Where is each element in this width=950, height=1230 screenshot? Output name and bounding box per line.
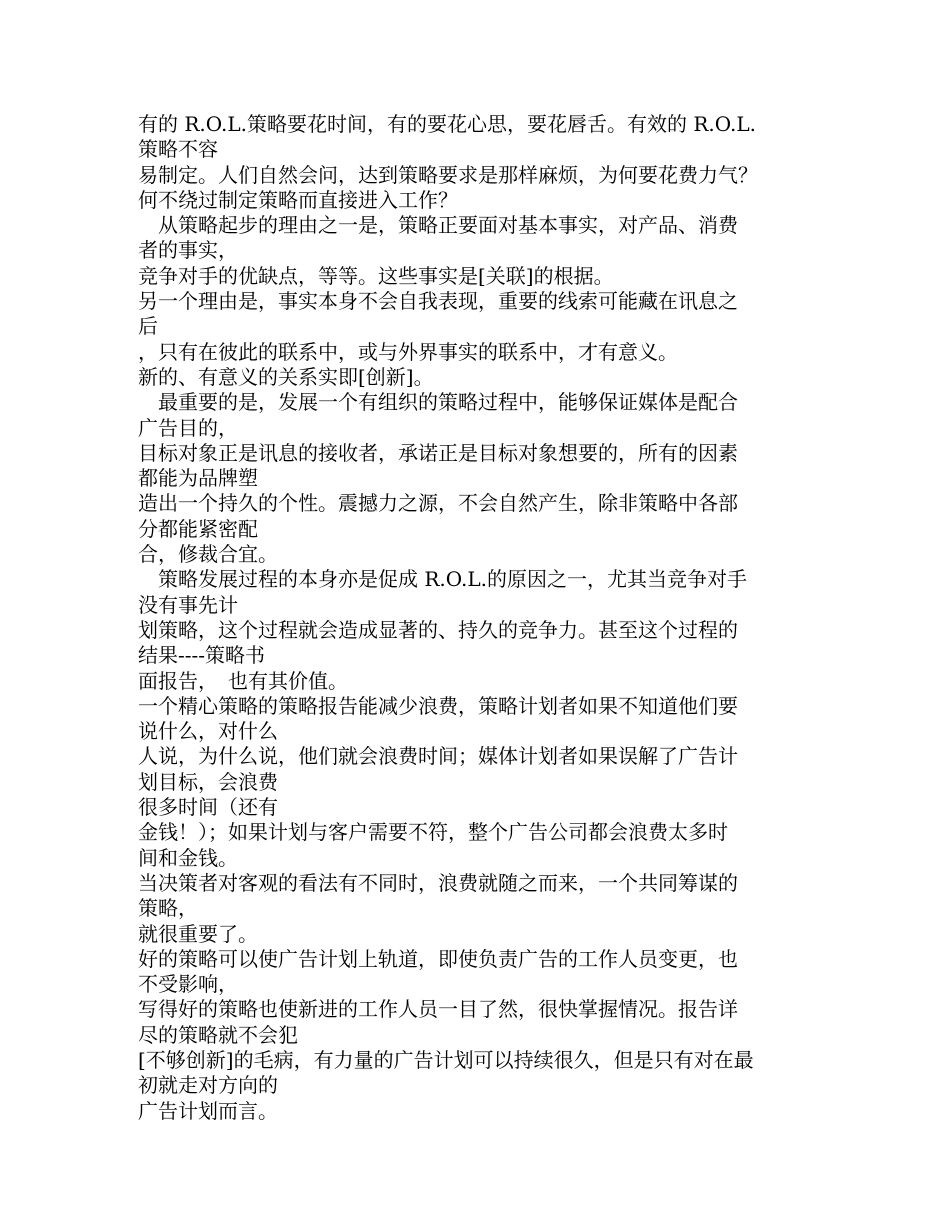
text-line: 人说，为什么说，他们就会浪费时间；媒体计划者如果误解了广告计	[138, 744, 738, 769]
text-line: 策略不容	[138, 137, 218, 162]
text-line: 从策略起步的理由之一是，策略正要面对基本事实，对产品、消费	[138, 213, 738, 238]
text-line: 分都能紧密配	[138, 516, 258, 541]
text-line: [不够创新]的毛病，有力量的广告计划可以持续很久，但是只有对在最	[138, 1047, 754, 1072]
text-line: 结果----策略书	[138, 643, 266, 668]
text-line: 新的、有意义的关系实即[创新]。	[138, 364, 434, 389]
text-line: 当决策者对客观的看法有不同时，浪费就随之而来，一个共同筹谋的	[138, 870, 738, 895]
text-line: 广告目的，	[138, 415, 238, 440]
text-line: 竞争对手的优缺点，等等。这些事实是[关联]的根据。	[138, 263, 614, 288]
text-line: 初就走对方向的	[138, 1073, 278, 1098]
text-line: 策略，	[138, 896, 198, 921]
text-line: 好的策略可以使广告计划上轨道，即使负责广告的工作人员变更，也	[138, 946, 738, 971]
text-line: 合，修裁合宜。	[138, 542, 278, 567]
text-line: 广告计划而言。	[138, 1098, 278, 1123]
text-line: 策略发展过程的本身亦是促成 R.O.L.的原因之一，尤其当竞争对手	[138, 567, 747, 592]
text-line: 者的事实，	[138, 238, 238, 263]
text-line: 面报告， 也有其价值。	[138, 668, 348, 693]
text-line: 没有事先计	[138, 592, 238, 617]
text-line: 后	[138, 314, 158, 339]
text-line: 易制定。人们自然会问，达到策略要求是那样麻烦，为何要花费力气？	[138, 162, 758, 187]
text-line: 何不绕过制定策略而直接进入工作？	[138, 187, 458, 212]
text-line: 写得好的策略也使新进的工作人员一目了然，很快掌握情况。报告详	[138, 997, 738, 1022]
text-line: 另一个理由是，事实本身不会自我表现，重要的线索可能藏在讯息之	[138, 289, 738, 314]
text-line: 说什么，对什么	[138, 719, 278, 744]
text-line: 最重要的是，发展一个有组织的策略过程中，能够保证媒体是配合	[138, 390, 738, 415]
text-line: 划策略，这个过程就会造成显著的、持久的竞争力。甚至这个过程的	[138, 617, 738, 642]
text-line: 很多时间（还有	[138, 795, 278, 820]
text-line: 造出一个持久的个性。震撼力之源，不会自然产生，除非策略中各部	[138, 491, 738, 516]
text-line: 目标对象正是讯息的接收者，承诺正是目标对象想要的，所有的因素	[138, 440, 738, 465]
text-line: 间和金钱。	[138, 845, 238, 870]
text-line: 划目标，会浪费	[138, 769, 278, 794]
text-line: 不受影响，	[138, 972, 238, 997]
text-line: 都能为品牌塑	[138, 466, 258, 491]
text-line: ，只有在彼此的联系中，或与外界事实的联系中，才有意义。	[138, 339, 678, 364]
text-line: 金钱！）；如果计划与客户需要不符，整个广告公司都会浪费太多时	[138, 820, 728, 845]
text-line: 尽的策略就不会犯	[138, 1022, 298, 1047]
text-line: 就很重要了。	[138, 921, 258, 946]
document-page	[138, 112, 808, 1124]
text-line: 有的 R.O.L.策略要花时间，有的要花心思，要花唇舌。有效的 R.O.L.	[138, 112, 756, 136]
text-line: 一个精心策略的策略报告能减少浪费，策略计划者如果不知道他们要	[138, 693, 738, 718]
